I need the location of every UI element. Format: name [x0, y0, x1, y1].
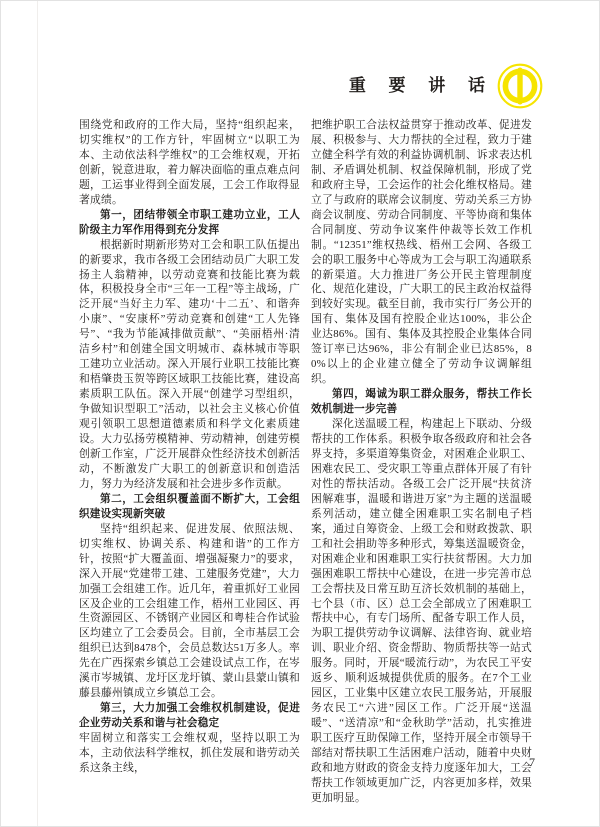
section-heading: 第一，团结带领全市职工建功立业，工人阶级主力军作用得到充分发挥	[79, 208, 300, 236]
section-heading: 第四，竭诚为职工群众服务，帮扶工作长效机制进一步完善	[311, 388, 532, 416]
page-number: 7	[529, 755, 535, 769]
page-header	[79, 57, 544, 109]
paragraph: 深化送温暖工程，构建起上下联动、分级帮扶的工作体系。积极争取各级政府和社会各界支持，多渠道筹集资金，对困难企业职工、困难农民工、受灾职工等重点群体开展了有针对性的帮扶活动。各级工会广泛开展“扶贫济困解难事，温暖和谐进万家”为主题的送温暖系列活动，建立健全困难职工实名制电子档案，通过自筹资金、上级工会和财政拨款、职工和社会捐助等多种形式，筹集送温暖资金，对困难企业和困难职工实行扶贫帮困。大力加强困难职工帮扶中心建设，在进一步完善市总工会帮扶及日常互助互济长效机制的基础上，七个县（市、区）总工会全部成立了困难职工帮扶中心，有专门场所、配备专职工作人员，为职工提供劳动争议调解、法律咨询、就业培训、职业介绍、资金帮助、物质帮扶等一站式服务。同时，开展“暖流行动”，为农民工平安返乡、顺利返城提供优质的服务。在7个工业园区，工业集中区建立农民工服务站，开展服务农民工“六进”园区工作。广泛开展“送温暖”、“送清凉”和“金秋助学”活动，扎实推进职工医疗互助保障工作，坚持开展全市领导干部结对帮扶职工生活困难户活动，随着中央财政和地方财政的资金支持力度逐年加大，工会帮扶工作领域更加广泛，内容更加多样，效果更加明显。	[311, 418, 532, 804]
trade-union-emblem-icon	[496, 62, 544, 110]
paragraph: 坚持“组织起来、促进发展、依照法规、切实维权、协调关系、构建和谐”的工作方针，按照“扩大覆盖面、增强凝聚力”的要求，深入开展“党建带工建、工建服务党建”，大力加强工会组建工作。近几年，着重抓好工业园区及企业的工会组建工作，梧州工业园区、再生资源园区、不锈钢产业园区和粤桂合作试验区均建立了工会委员会。目前，全市基层工会组织已达到8478个，会员总数达51万多人。率先在广西探索乡镇总工会建设试点工作，在岑溪市岑城镇、龙圩区龙圩镇、蒙山县蒙山镇和藤县藤州镇成立乡镇总工会。	[79, 522, 300, 700]
paragraph: 牢固树立和落实工会维权观，坚持以职工为本，主动依法科学维权，抓住发展和谐劳动关系这条主线，	[79, 732, 300, 774]
paragraph: 根据新时期新形势对工会和职工队伍提出的新要求，我市各级工会团结动员广大职工发扬主人翁精神，以劳动竞赛和技能比赛为载体，积极投身全市“三年一工程”等主战场，广泛开展“当好主力军、建功‘十二五’、和谐奔小康”、“安康杯”劳动竞赛和创建“工人先锋号”、“我为节能减排做贡献”、“美丽梧州·清洁乡村”和创建全国文明城市、森林城市等职工建功立业活动。深入开展行业职工技能比赛和梧肇贵玉贺等跨区域职工技能比赛，建设高素质职工队伍。深入开展“创建学习型组织，争做知识型职工”活动，以社会主义核心价值观引领职工思想道德素质和科学文化素质建设。大力弘扬劳模精神、劳动精神，创建劳模创新工作室，广泛开展群众性经济技术创新活动，不断激发广大职工的创新意识和创造活力，努力为经济发展和社会进步多作贡献。	[79, 238, 300, 490]
section-heading: 第三，大力加强工会维权机制建设，促进企业劳动关系和谐与社会稳定	[79, 702, 300, 730]
paragraph: 围绕党和政府的工作大局，坚持“组织起来，切实维权”的工作方针，牢固树立“以职工为本、主动依法科学维权”的工会维权观，开拓创新，锐意进取，着力解决面临的重点难点问题，工运事业得到全面发展，工会工作取得显著成绩。	[79, 119, 300, 206]
right-column	[311, 118, 532, 806]
article-body	[79, 118, 533, 806]
paragraph: 把维护职工合法权益贯穿于推动改革、促进发展、积极参与、大力帮扶的全过程，致力于建立健全科学有效的利益协调机制、诉求表达机制、矛盾调处机制、权益保障机制，形成了党和政府主导，工会运作的社会化维权格局。建立了与政府的联席会议制度、劳动关系三方协商会议制度、劳动合同制度、平等协商和集体合同制度、劳动争议案件仲裁等长效工作机制。“12351”维权热线、梧州工会网、各级工会的职工服务中心等成为工会与职工沟通联系的新渠道。大力推进厂务公开民主管理制度化、规范化建设，广大职工的民主政治权益得到较好实现。截至目前，我市实行厂务公开的国有、集体及国有控股企业达100%，非公企业达86%。国有、集体及其控股企业集体合同签订率已达96%，非公有制企业已达85%，80%以上的企业建立健全了劳动争议调解组织。	[311, 119, 532, 386]
page-title: 重 要 讲 话	[348, 75, 494, 95]
left-column	[79, 118, 300, 806]
section-heading: 第二，工会组织覆盖面不断扩大，工会组织建设实现新突破	[79, 492, 300, 520]
